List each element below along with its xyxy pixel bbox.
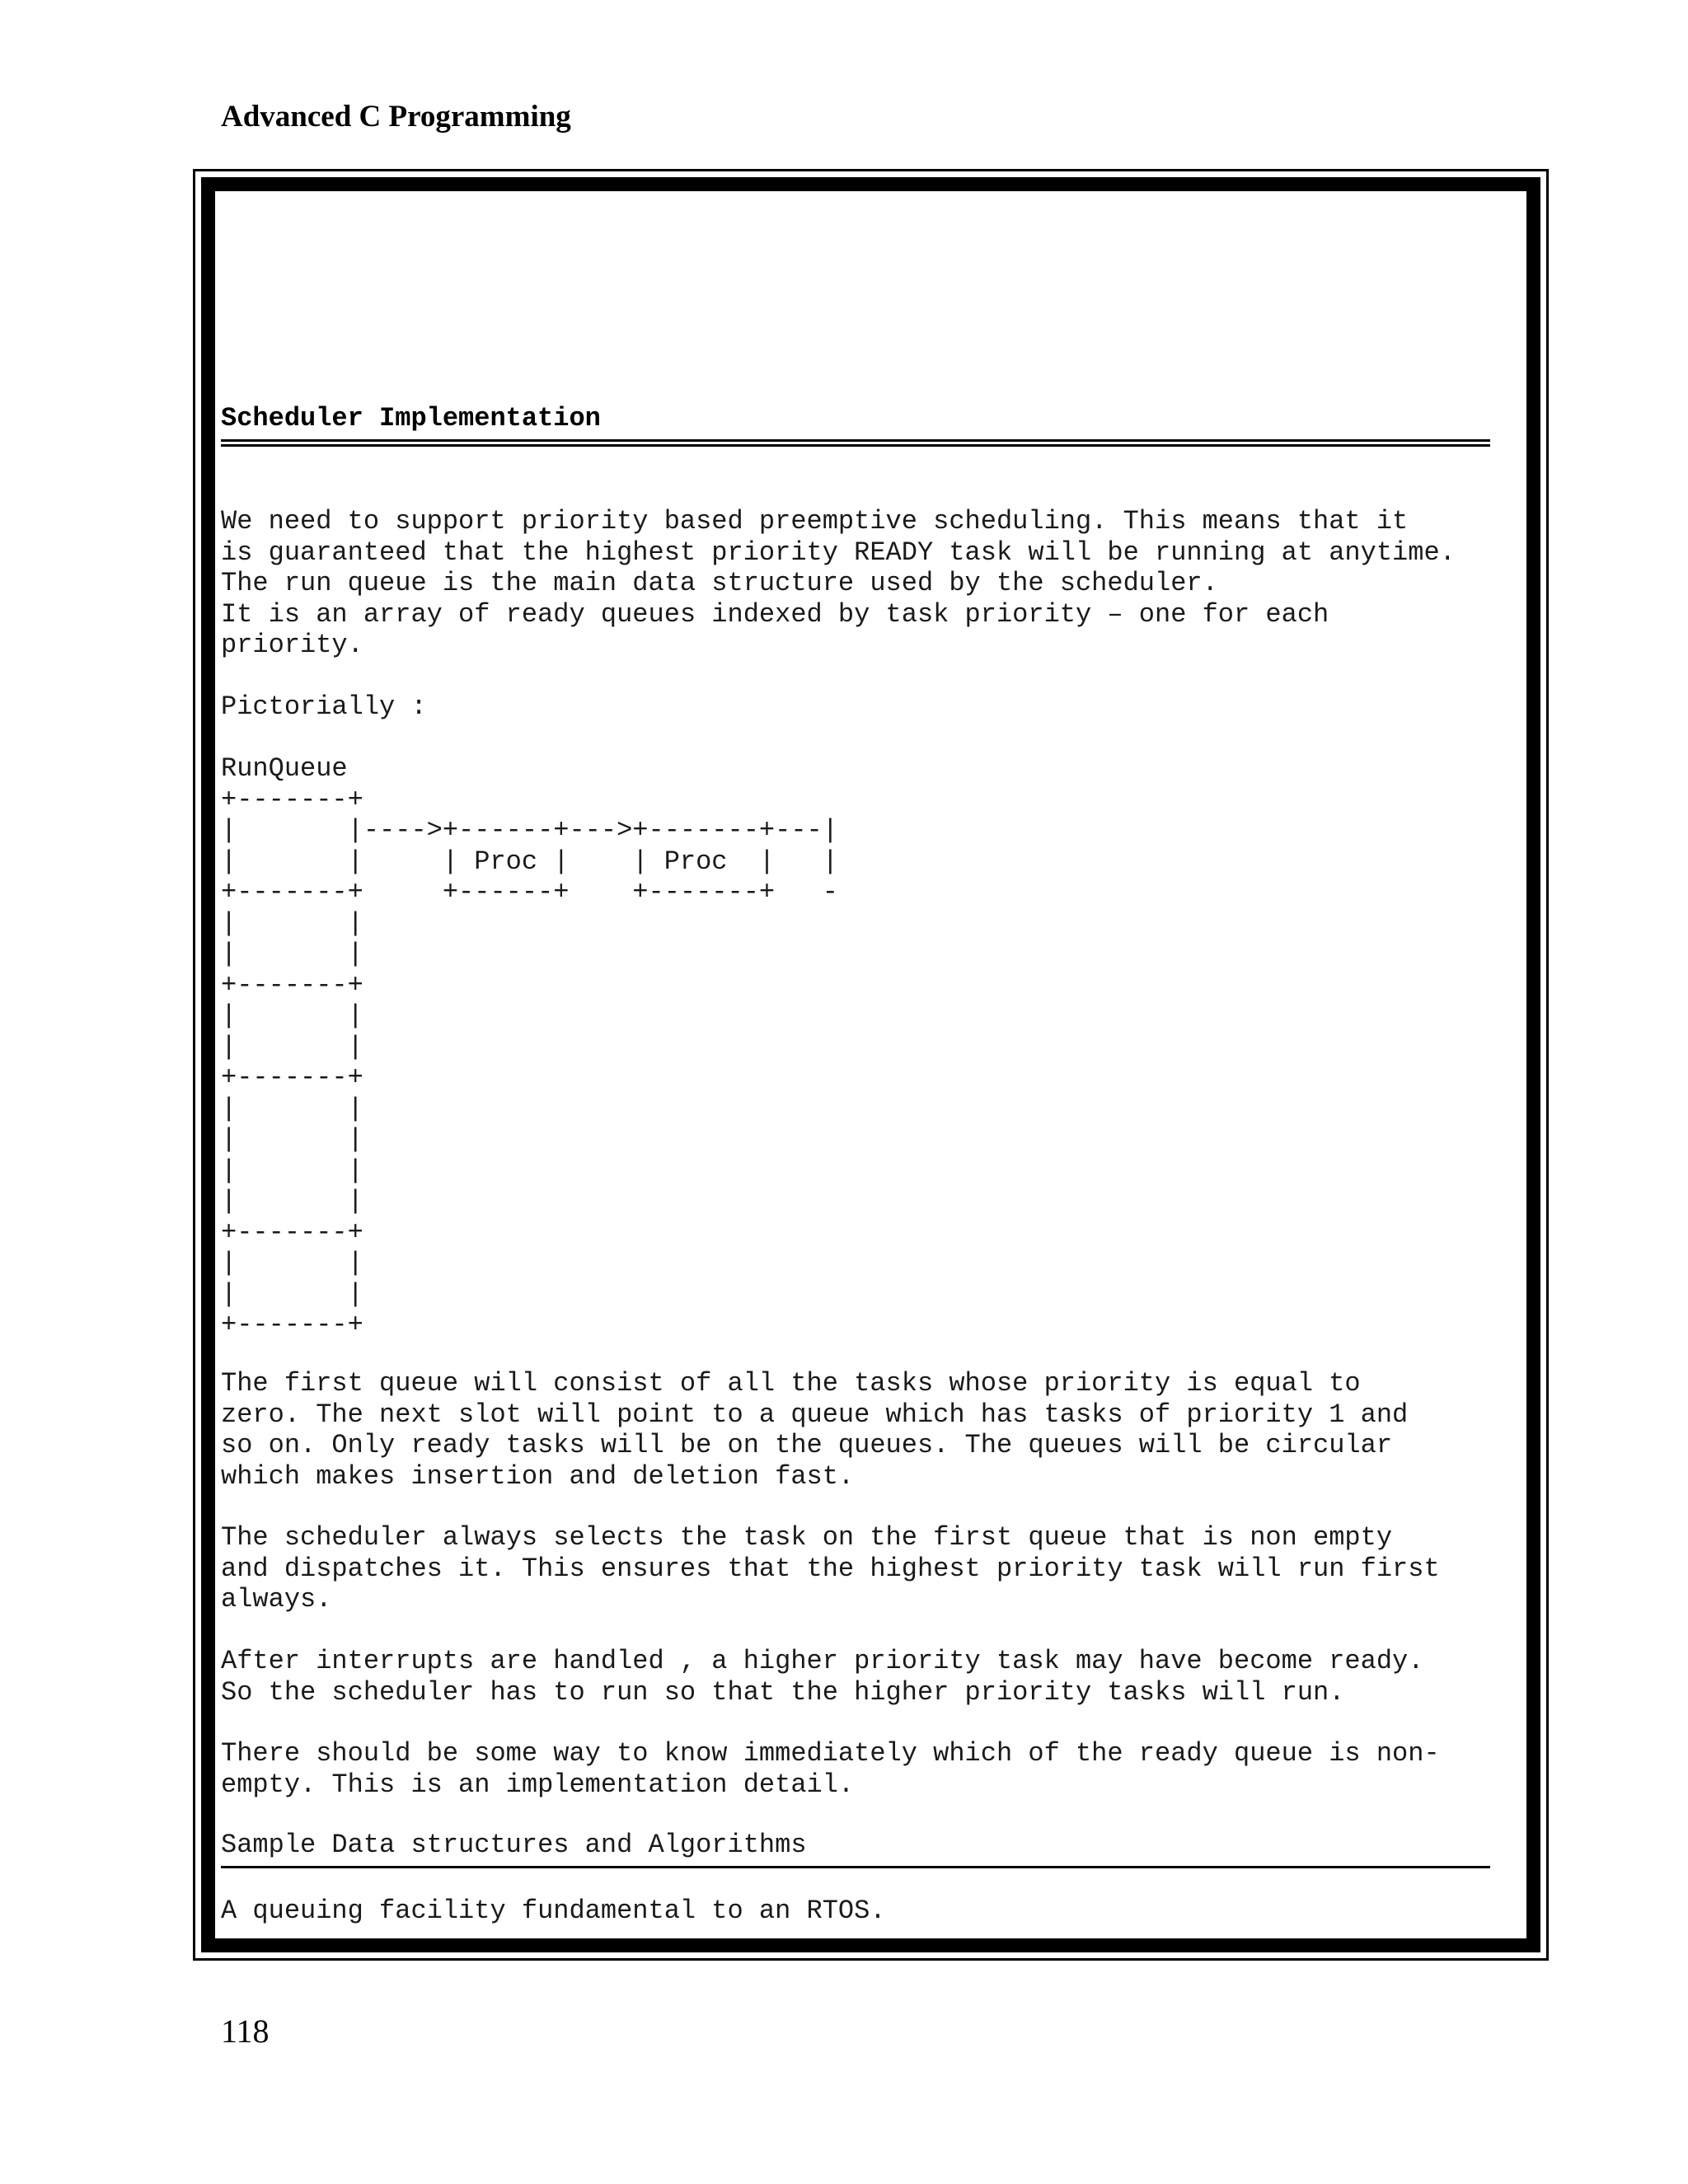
running-header: Advanced C Programming bbox=[221, 100, 571, 134]
paragraph-queue-description: The first queue will consist of all the tasks whose priority is equal to zero. The next slot will point to a queue which has tasks of priority 1 and so on. Only ready tasks will be on the queues. The queues will be circular which makes insertion and deletion fast. bbox=[221, 1368, 1409, 1492]
subheading-rule bbox=[221, 1866, 1490, 1868]
page-number: 118 bbox=[221, 2013, 270, 2050]
paragraph-queuing-facility: A queuing facility fundamental to an RTOS. bbox=[221, 1896, 886, 1926]
paragraph-ready-queue-detail: There should be some way to know immediately which of the ready queue is non- empty. This is an implementation detail. bbox=[221, 1738, 1440, 1800]
pictorially-label: Pictorially : bbox=[221, 691, 427, 722]
paragraph-scheduler-selection: The scheduler always selects the task on the first queue that is non empty and dispatches it. This ensures that the highest priority task will run first always. bbox=[221, 1522, 1440, 1615]
run-queue-ascii-diagram: RunQueue +-------+ | |---->+------+--->+-------+---| | | | Proc | | Proc | | +-------+ +------+ +-------+ - | | | | +-------+ | | | | +-------+ | | | | | | | | +-------+ | | | | +-------+ bbox=[221, 753, 838, 1340]
paragraph-interrupts: After interrupts are handled , a higher priority task may have become ready. So the scheduler has to run so that the higher priority tasks will run. bbox=[221, 1646, 1424, 1708]
section-title-double-rule bbox=[221, 439, 1490, 447]
section-title: Scheduler Implementation bbox=[221, 403, 601, 434]
intro-paragraph: We need to support priority based preemptive scheduling. This means that it is guaranteed that the highest priority READY task will be running at anytime. The run queue is the main data structure used by the scheduler. It is an array of ready queues indexed by task priority – one for each priority. bbox=[221, 506, 1456, 660]
subheading-sample-data-structures: Sample Data structures and Algorithms bbox=[221, 1830, 807, 1860]
